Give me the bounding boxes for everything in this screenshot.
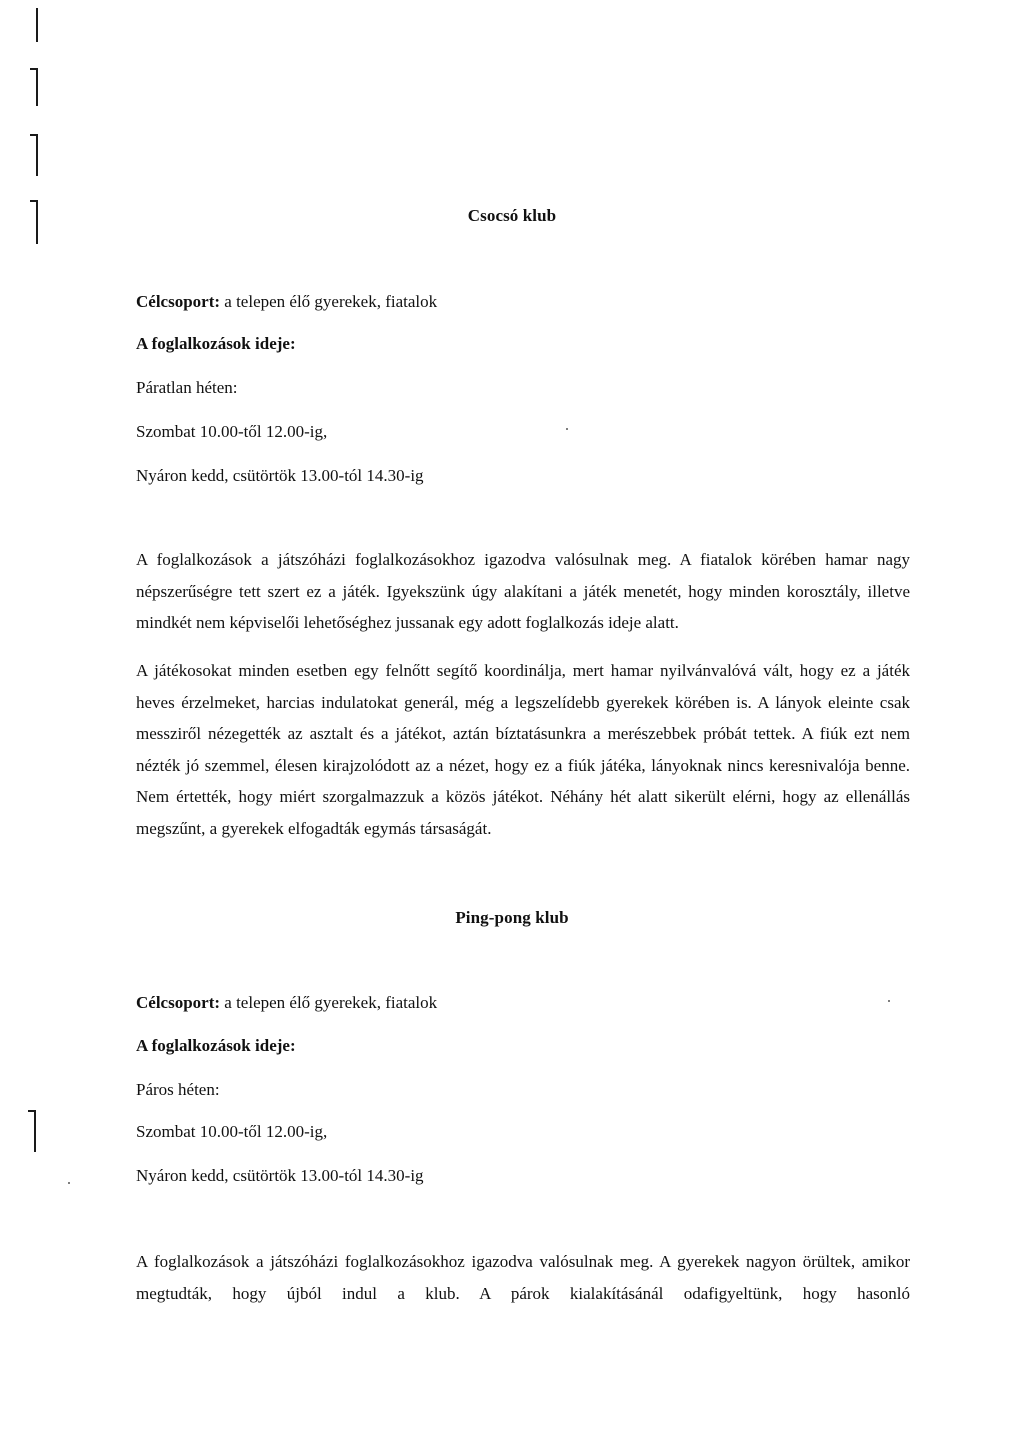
target-group-label: Célcsoport: — [136, 292, 221, 311]
paragraph-intro: A foglalkozások a játszóházi foglalkozásokhoz igazodva valósulnak meg. A gyerekek nagyon örültek, amikor megtudták, hogy újból indul a klub. A párok kialakításánál odafigyeltünk, hogy hasonló — [136, 1252, 910, 1303]
schedule-label: A foglalkozások ideje: — [136, 334, 296, 353]
schedule-time-saturday: Szombat 10.00-től 12.00-ig, — [136, 422, 328, 441]
week-label: Páros héten: — [136, 1080, 220, 1099]
target-group-value: a telepen élő gyerekek, fiatalok — [224, 993, 438, 1012]
schedule-time-saturday: Szombat 10.00-től 12.00-ig, — [136, 1122, 328, 1141]
target-group-line — [136, 292, 437, 312]
schedule-time-summer: Nyáron kedd, csütörtök 13.00-tól 14.30-ig — [136, 1166, 424, 1185]
target-group-line — [136, 993, 437, 1013]
schedule-time-summer: Nyáron kedd, csütörtök 13.00-tól 14.30-ig — [136, 466, 424, 485]
week-label: Páratlan héten: — [136, 378, 238, 397]
scan-bracket-mark — [30, 68, 40, 108]
target-group-label: Célcsoport: — [136, 993, 221, 1012]
paragraph-details: A játékosokat minden esetben egy felnőtt segítő koordinálja, mert hamar nyilvánvalóvá vált, hogy ez a játék heves érzelmeket, harcias indulatokat generál, még a legszelídebb gyerekek körében is. A lányok eleinte csak messziről nézegették az asztalt és a játékot, aztán bíztatásunkra a merészebbek próbát tettek. A fiúk ezt nem nézték jó szemmel, élesen kirajzolódott az a nézet, hogy ez a fiúk játéka, lányoknak nincs keresnivalója benne. Nem értették, hogy miért szorgalmazzuk a közös játékot. Néhány hét alatt sikerült elérni, hogy az ellenállás megszűnt, a gyerekek elfogadták egymás társaságát. — [136, 661, 910, 838]
schedule-heading — [136, 1036, 296, 1056]
schedule-label: A foglalkozások ideje: — [136, 1036, 296, 1055]
schedule-heading — [136, 334, 296, 354]
scan-speck — [566, 428, 568, 430]
section-title-pingpong: Ping-pong klub — [455, 908, 569, 927]
scan-bracket-mark — [30, 134, 40, 178]
scan-bracket-mark — [30, 8, 40, 44]
scan-speck — [68, 1182, 70, 1184]
paragraph-intro: A foglalkozások a játszóházi foglalkozásokhoz igazodva valósulnak meg. A fiatalok körében hamar nagy népszerűségre tett szert ez a játék. Igyekszünk úgy alakítani a játék menetét, hogy minden korosztály, illetve mindkét nem képviselői lehetőséghez jussanak egy adott foglalkozás ideje alatt. — [136, 550, 910, 632]
target-group-value: a telepen élő gyerekek, fiatalok — [224, 292, 438, 311]
scan-bracket-mark — [28, 1110, 38, 1154]
section-title-csocso: Csocsó klub — [467, 206, 557, 225]
scan-speck — [888, 1000, 890, 1002]
